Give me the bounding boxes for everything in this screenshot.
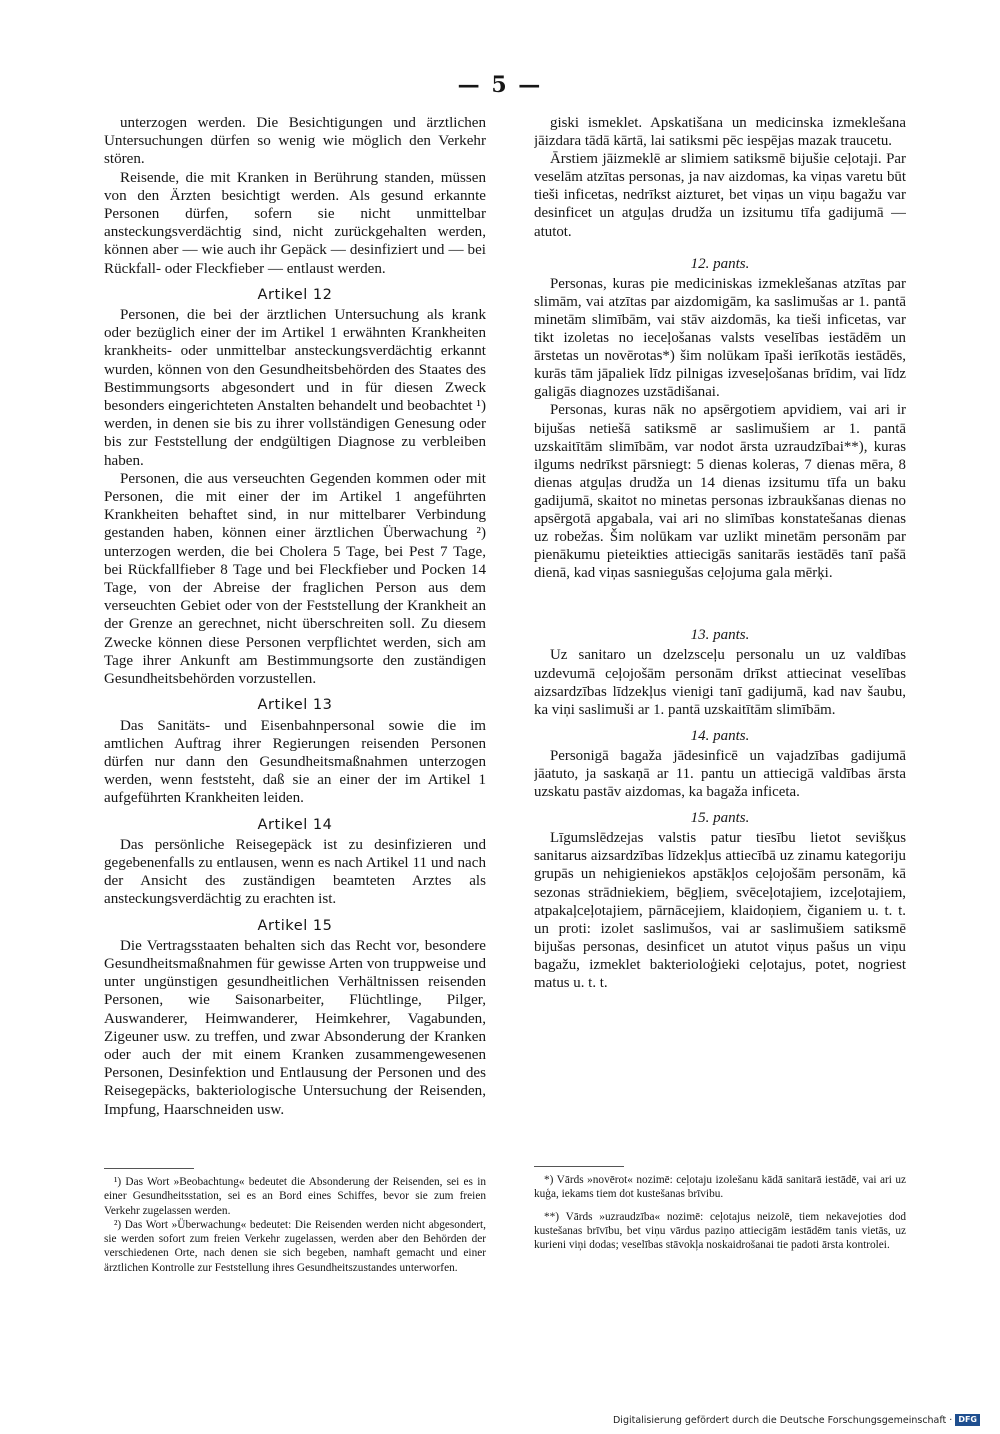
paragraph: Personen, die bei der ärztlichen Untersuchung als krank oder bezüglich einer der im Artikel 1 erwähnten Krankheiten krankheits- oder unmittelbar ansteckungsverdächtig erkannt wurden, können von den Gesundheitsbehörden des Staates des Bestimmungsorts abgesondert und in für diesen Zweck besonders eingerichteten Anstalten behandelt und beobachtet ¹) werden, in denen sie bis zu ihrer vollständigen Genesung oder bis zur Feststellung der endgültigen Diagnose zu verbleiben haben.	[104, 307, 486, 469]
paragraph: Personen, die aus verseuchten Gegenden kommen oder mit Personen, die mit einer der im Artikel 1 angeführten Krankheiten behaftet sind, in nur mittelbarer Verbindung gestanden haben, können einer ärztlichen Überwachung ²) unterzogen werden, die bei Cholera 5 Tage, bei Pest 7 Tage, bei Rückfallfieber 8 Tage und bei Fleckfieber und Pocken 14 Tage, von der Abreise der fraglichen Person aus dem verseuchten Gebiet oder von der Feststellung der Krankheit an der Grenze an gerechnet, nicht überschreiten soll. Zu diesem Zwecke können diese Personen verpflichtet werden, sich am Tage ihrer Ankunft am Bestimmungsorte den zuständigen Gesundheitsbehörden vorzustellen.	[104, 470, 486, 688]
paragraph: Das Sanitäts- und Eisenbahnpersonal sowie die im amtlichen Auftrag ihrer Regierungen reisenden Personen dürfen nur dann den Gesundheitsmaßnahmen unterzogen werden, wenn feststeht, daß sie an einer der im Artikel 1 aufgeführten Krankheiten leiden.	[104, 717, 486, 807]
german-body	[104, 114, 486, 1162]
paragraph: giski ismeklet. Apskatišana un medicinska izmeklešana jāizdara tādā kārtā, lai satiksmi pēc iespējas mazak traucetu.	[534, 115, 906, 150]
paragraph: Personas, kuras pie mediciniskas izmeklešanas atzītas par slimām, vai atzītas par aizdomigām, ka saslimušas ar 1. pantā minetām slimībām, vai stāv aizdomās, ka tieši inficetas, var tikt izoletas no ieceļošanas valsts veselības iestādēm un ārstetas un novērotas*) šim nolūkam īpaši ierīkotās iestādēs, kurās tām jāpaliek līdz pilnigas izveseļošanas brīdim, vai līdz galigās diagnozes uzstādišanai.	[534, 275, 906, 401]
latvian-body	[534, 114, 906, 1160]
footnote: *) Vārds »novērot« nozimē: ceļotaju izolešanu kādā sanitarā iestādē, vai ari uz kuģa, iekams tiem dot kustešanas brīvibu.	[534, 1174, 906, 1201]
article-heading: 13. pants.	[690, 627, 750, 644]
article-heading: 12. pants.	[690, 255, 750, 272]
credit-text: Digitalisierung gefördert durch die Deutsche Forschungsgemeinschaft ·	[612, 1414, 953, 1426]
article-heading: Artikel 12	[257, 285, 333, 303]
paragraph: Uz sanitaro un dzelzsceļu personalu un uz valdības uzdevumā ceļojošām personām drīkst attiecinat veselības aizsardzības līdzekļus vienigi tanī gadijumā, kad nav šaubu, ka viņi saslimuši ar 1. pantā uzskaitītām slimībām.	[534, 647, 906, 718]
footnote-divider	[104, 1168, 194, 1169]
paragraph: unterzogen werden. Die Besichtigungen und ärztlichen Untersuchungen dürfen so wenig wie möglich den Verkehr stören.	[104, 115, 486, 168]
paragraph: Līgumslēdzejas valstis patur tiesību lietot sevišķus sanitarus aizsardzības līdzekļus attiecībā uz zinamu kategoriju grupās un nehigieniekos apstākļos ceļojošām personām, kā sezonas strādniekiem, bēgļiem, svēceļotajiem, izceļotajiem, atpakaļceļotajiem, pārnācejiem, klaidoņiem, čiganiem u. t. t. un proti: izolet saslimušos, vai ar saslimušiem satiksmē bijušas personas, desinficet un atutot viņus pašus un viņu bagažu, izmeklet bakterioloģieki ceļotajus, potet, nogriest matus u. t. t.	[534, 830, 906, 992]
german-footnotes	[104, 1175, 486, 1275]
article-heading: 15. pants.	[690, 810, 750, 827]
footnote: **) Vārds »uzraudzība« nozimē: ceļotajus neizolē, tiem nekavejoties dod kustešanas brīvību, bet viņu vārdus paziņo attiecigām iestādēm tanis vietās, uz kurieni viņi dodas; veselības stāvokļa noskaidrošanai tie padoti ārsta kontrolei.	[534, 1210, 906, 1252]
page-number: — 5 —	[457, 72, 543, 98]
paragraph: Das persönliche Reisegepäck ist zu desinfizieren und gegebenenfalls zu entlausen, wenn es nach Artikel 11 und nach der Ansicht des zuständigen beamteten Arztes als ansteckungsverdächtig zu erachten ist.	[104, 836, 486, 908]
footnote: ²) Das Wort »Überwachung« bedeutet: Die Reisenden werden nicht abgesondert, sie werden sofort zum freien Verkehr zugelassen, werden aber den Behörden der verschiedenen Orte, nach denen sie sich begeben, namhaft gemacht und einer ärztlichen Kontrolle zur Feststellung ihres Gesundheitszustandes unterworfen.	[104, 1218, 486, 1274]
article-heading: Artikel 14	[257, 815, 333, 833]
paragraph: Personas, kuras nāk no apsērgotiem apvidiem, vai ari ir bijušas netiešā satiksmē ar saslimušiem ar 1. pantā uzskaitītām slimībām, var nodot ārsta uzraudzībai**), kuras ilgums nedrīkst pārsniegt: 5 dienas koleras, 7 dienas mēra, 8 dienas atguļas drudža un 14 dienas izsitumu tīfa un baku gadijumā, skaitot no minetas personas izbraukšanas dienas no apsērgotā apgabala, vai ari no slimības konstatešanas dienas uz robežas. Šim nolūkam var uzlikt minetām personām par pienākumu pieteikties attiecigās sanitarās iestādēs tanī pašā dienā, kad viņas sasniegušas ceļojuma gala mērķi.	[534, 402, 906, 582]
footnote: ¹) Das Wort »Beobachtung« bedeutet die Absonderung der Reisenden, sei es in einer Gesundheitsstation, sei es an Bord eines Schiffes, bevor sie zum freien Verkehr zugelassen werden.	[104, 1176, 486, 1217]
paragraph: Ārstiem jāizmeklē ar slimiem satiksmē bijušie ceļotaji. Par veselām atzītas personas, ja nav aizdomas, ka viņas varetu būt tieši inficetas, nedrīkst aizturet, bet viņas un viņu bagažu var desinficet un atguļas drudža un izsitumu tīfa gadijumā — atutot.	[534, 151, 906, 240]
german-column	[104, 114, 486, 1275]
latvian-column	[534, 114, 906, 1260]
dfg-logo: DFG	[955, 1414, 980, 1426]
article-heading: 14. pants.	[690, 727, 750, 744]
footnote-divider	[534, 1166, 624, 1167]
digitization-credit	[613, 1414, 980, 1426]
paragraph: Reisende, die mit Kranken in Berührung standen, müssen von den Ärzten besichtigt werden. Als gesund erkannte Personen dürfen, sofern sie nicht unmittelbar ansteckungsverdächtig sind, nicht zurückgehalten werden, können aber — wie auch ihr Gepäck — desinfiziert und — bei Rückfall- oder Fleckfieber — entlaust werden.	[104, 169, 486, 277]
paragraph: Die Vertragsstaaten behalten sich das Recht vor, besondere Gesundheitsmaßnahmen für gewisse Arten von truppweise und unter ungünstigen gesundheitlichen Verhältnissen reisenden Personen, wie Saisonarbeiter, Flüchtlinge, Pilger, Auswanderer, Heimwanderer, Heimkehrer, Vagabunden, Zigeuner usw. zu treffen, und zwar Absonderung der Kranken oder auch der mit einem Kranken zusammengewesenen Personen, Desinfektion und Entlausung der Personen und des Reisegepäcks, bakteriologische Untersuchung der Reisenden, Impfung, Haarschneiden usw.	[104, 937, 486, 1118]
paragraph: Personigā bagaža jādesinficē un vajadzības gadijumā jāatuto, ja saskaņā ar 11. pantu un attiecigā valdības ārsta uzskatu pastāv aizdomas, ka bagaža inficeta.	[534, 747, 906, 801]
article-heading: Artikel 13	[257, 696, 333, 714]
latvian-footnotes	[534, 1173, 906, 1252]
article-heading: Artikel 15	[257, 916, 333, 934]
